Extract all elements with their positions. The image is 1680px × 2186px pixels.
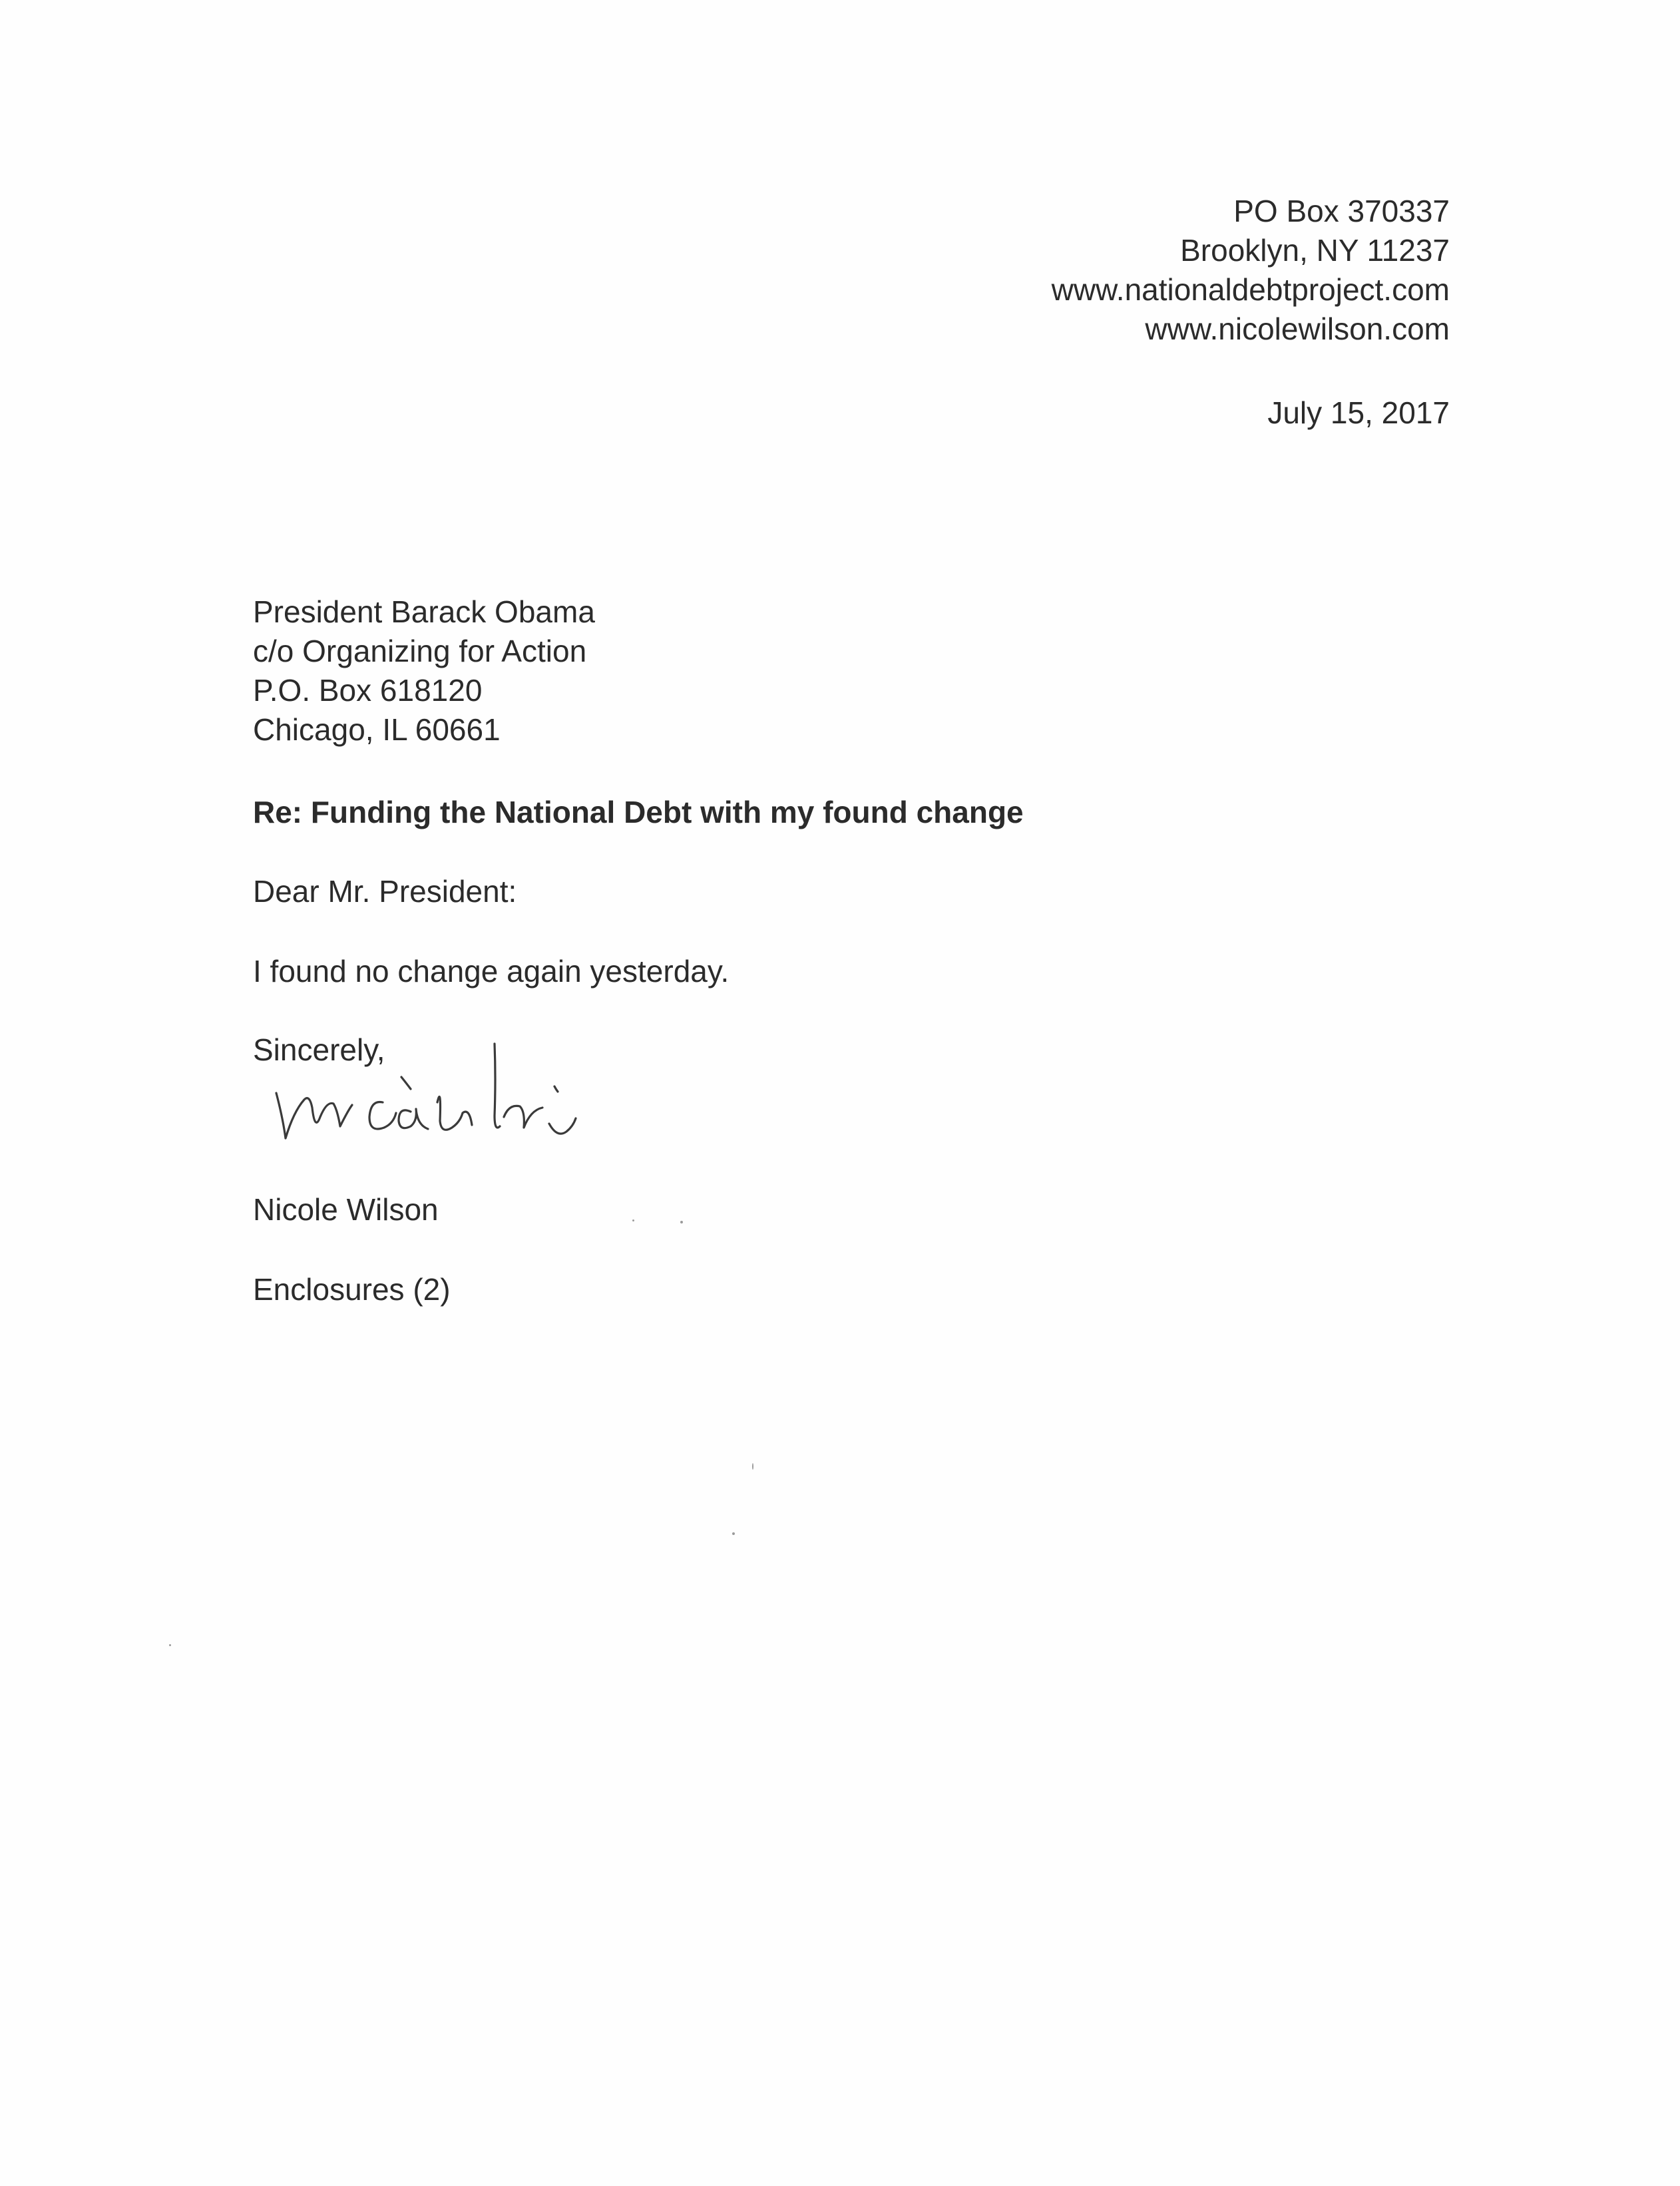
paper-speck	[169, 1644, 171, 1646]
handwritten-signature	[270, 1038, 696, 1158]
closing: Sincerely,	[253, 1032, 385, 1067]
recipient-city-state-zip: Chicago, IL 60661	[253, 712, 501, 747]
salutation: Dear Mr. President:	[253, 874, 517, 909]
sender-address-block	[1052, 192, 1450, 349]
signer-name: Nicole Wilson	[253, 1192, 439, 1227]
subject-line: Re: Funding the National Debt with my found change	[253, 795, 1024, 829]
recipient-po-box: P.O. Box 618120	[253, 673, 483, 708]
letter-body: I found no change again yesterday.	[253, 954, 730, 988]
recipient-name: President Barack Obama	[253, 594, 595, 629]
paper-speck	[752, 1463, 753, 1470]
recipient-address-block	[253, 592, 595, 750]
sender-website-project: www.nationaldebtproject.com	[1051, 272, 1450, 307]
paper-speck	[680, 1221, 683, 1223]
letter-date: July 15, 2017	[1267, 395, 1450, 430]
sender-website-personal: www.nicolewilson.com	[1145, 312, 1450, 346]
paper-speck	[732, 1532, 735, 1535]
recipient-care-of: c/o Organizing for Action	[253, 634, 587, 668]
sender-city-state-zip: Brooklyn, NY 11237	[1180, 233, 1450, 268]
enclosures-note: Enclosures (2)	[253, 1272, 451, 1307]
sender-po-box: PO Box 370337	[1233, 194, 1450, 228]
paper-speck	[632, 1219, 634, 1221]
